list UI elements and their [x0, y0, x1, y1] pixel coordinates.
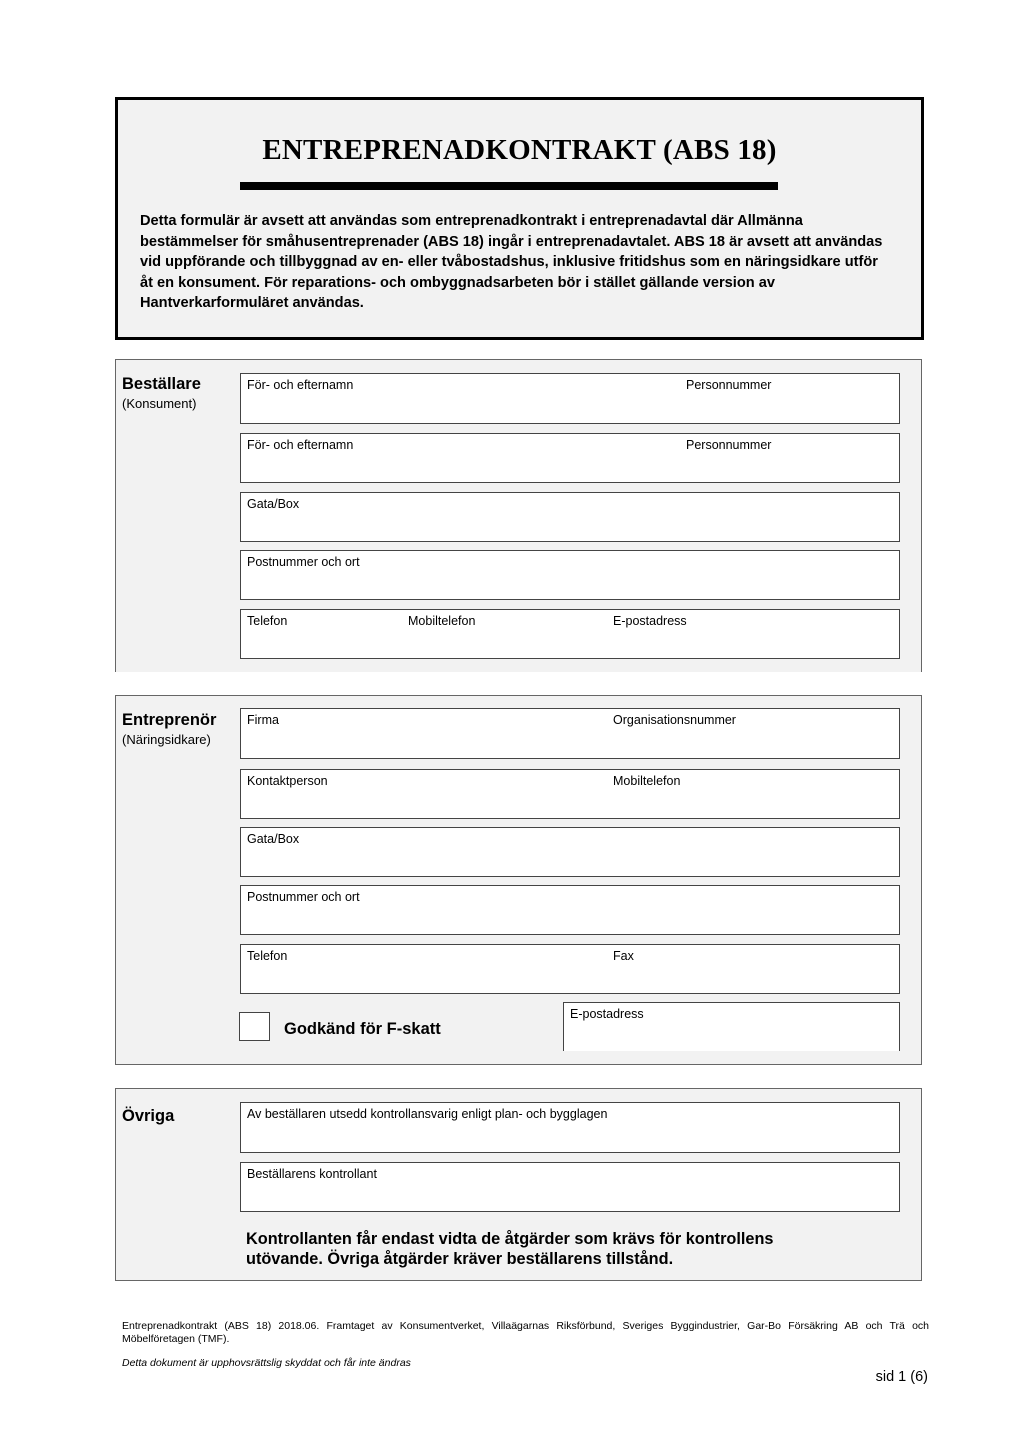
name-2-label: För- och efternamn	[247, 438, 354, 452]
entreprenor-email-field[interactable]	[563, 1002, 900, 1051]
document-description: Detta formulär är avsett att användas som entreprenadkontrakt i entreprenadavtal där Allmänna bestämmelser för småhusentreprenader (ABS 18) ingår i entreprenadavtalet. ABS 18 är avsett att användas vid uppförande och tillbyggnad av en- eller tvåbostadshus, inklusive fritidshus som en näringsidkare utför åt en konsument. För reparations- och ombyggnadsarbeten bör i stället gällande version av Hantverkarformuläret användas.	[140, 213, 883, 311]
street-label: Gata/Box	[247, 497, 300, 511]
fskatt-checkbox[interactable]	[239, 1012, 270, 1041]
entreprenor-contact-person-field[interactable]	[240, 769, 900, 819]
page-number: sid 1 (6)	[875, 1369, 928, 1385]
bestallare-name-2-field[interactable]	[240, 433, 900, 483]
entreprenor-street-field[interactable]	[240, 827, 900, 877]
entreprenor-company-field[interactable]	[240, 708, 900, 759]
section-title-ovriga: Övriga	[122, 1107, 175, 1125]
bestallare-contact-field[interactable]	[240, 609, 900, 659]
section-subtitle-entreprenor: (Näringsidkare)	[122, 732, 211, 747]
bestallare-postal-field[interactable]	[240, 550, 900, 600]
section-ovriga	[115, 1088, 922, 1281]
street-label: Gata/Box	[247, 832, 300, 846]
email-label: E-postadress	[570, 1007, 644, 1021]
kontrollant-label: Beställarens kontrollant	[247, 1167, 377, 1181]
mobile-label: Mobiltelefon	[408, 614, 476, 628]
fskatt-label: Godkänd för F-skatt	[284, 1020, 441, 1038]
footer-copyright: Detta dokument är upphovsrättslig skyddat och får inte ändras	[122, 1357, 411, 1369]
bestallare-name-1-field[interactable]	[240, 373, 900, 424]
phone-label: Telefon	[247, 949, 288, 963]
notice-line-1: Kontrollanten får endast vidta de åtgärder som krävs för kontrollens	[246, 1230, 774, 1248]
kontrollant-field[interactable]	[240, 1162, 900, 1212]
postal-label: Postnummer och ort	[247, 890, 360, 904]
kontrollansvarig-field[interactable]	[240, 1102, 900, 1153]
personnummer-1-label: Personnummer	[686, 378, 772, 392]
contact-person-label: Kontaktperson	[247, 774, 328, 788]
section-subtitle-bestallare: (Konsument)	[122, 396, 197, 411]
name-1-label: För- och efternamn	[247, 378, 354, 392]
mobile-label: Mobiltelefon	[613, 774, 681, 788]
orgnr-label: Organisationsnummer	[613, 713, 736, 727]
notice-line-2: utövande. Övriga åtgärder kräver beställarens tillstånd.	[246, 1250, 674, 1268]
fax-label: Fax	[613, 949, 634, 963]
section-entreprenor	[115, 695, 922, 1065]
entreprenor-postal-field[interactable]	[240, 885, 900, 935]
bestallare-street-field[interactable]	[240, 492, 900, 542]
kontrollant-notice	[246, 1229, 773, 1269]
document-title: ENTREPRENADKONTRAKT (ABS 18)	[262, 134, 777, 166]
section-title-entreprenor: Entreprenör	[122, 711, 217, 729]
entreprenor-phone-fax-field[interactable]	[240, 944, 900, 994]
title-rule	[240, 182, 778, 190]
footer-credits: Entreprenadkontrakt (ABS 18) 2018.06. Framtaget av Konsumentverket, Villaägarnas Riksförbund, Sveriges Byggindustrier, Gar-Bo Försäkring AB och Trä och Möbelföretagen (TMF).	[122, 1320, 929, 1345]
postal-label: Postnummer och ort	[247, 555, 360, 569]
header-box	[115, 97, 924, 340]
phone-label: Telefon	[247, 614, 288, 628]
section-bestallare	[115, 359, 922, 672]
section-title-bestallare: Beställare	[122, 375, 201, 393]
kontrollansvarig-label: Av beställaren utsedd kontrollansvarig enligt plan- och bygglagen	[247, 1107, 608, 1121]
email-label: E-postadress	[613, 614, 687, 628]
company-label: Firma	[247, 713, 279, 727]
personnummer-2-label: Personnummer	[686, 438, 772, 452]
